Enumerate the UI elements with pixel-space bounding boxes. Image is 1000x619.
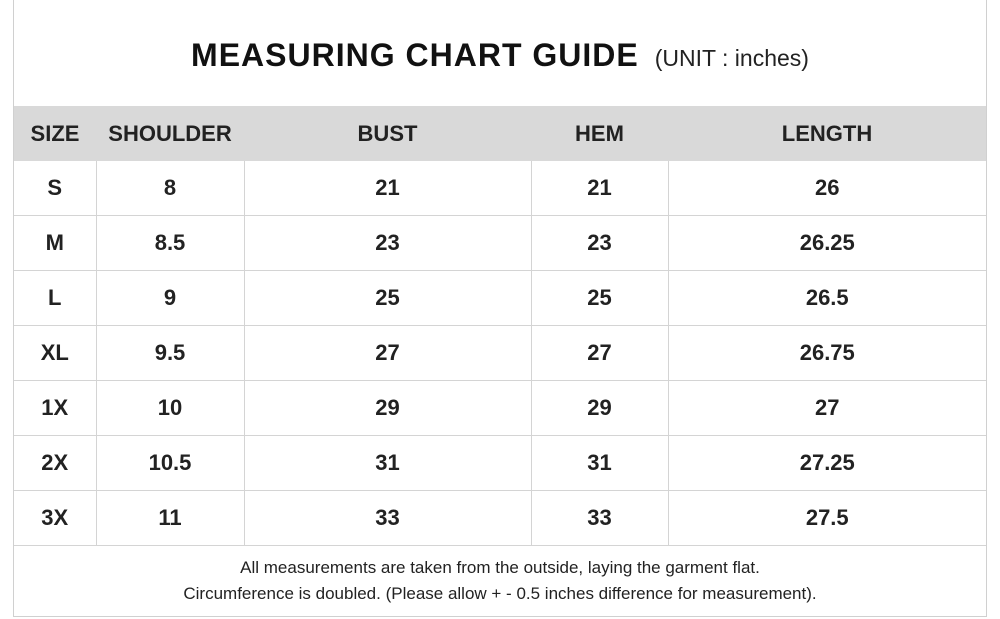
table-row: [14, 326, 986, 381]
cell-length: 27: [668, 381, 986, 436]
chart-title: MEASURING CHART GUIDE: [191, 37, 639, 73]
table-row: [14, 216, 986, 271]
table-row: [14, 491, 986, 546]
cell-size: XL: [14, 326, 96, 381]
measurement-notes: [0, 555, 1000, 607]
cell-bust: 29: [244, 381, 531, 436]
cell-length: 26.5: [668, 271, 986, 326]
header-bust: BUST: [244, 106, 531, 161]
cell-bust: 31: [244, 436, 531, 491]
measurement-table: [14, 106, 986, 546]
cell-size: 2X: [14, 436, 96, 491]
cell-hem: 21: [531, 161, 668, 216]
cell-hem: 33: [531, 491, 668, 546]
cell-shoulder: 9.5: [96, 326, 244, 381]
cell-bust: 23: [244, 216, 531, 271]
cell-size: L: [14, 271, 96, 326]
cell-hem: 29: [531, 381, 668, 436]
cell-length: 26.25: [668, 216, 986, 271]
header-size: SIZE: [14, 106, 96, 161]
table-row: [14, 271, 986, 326]
header-shoulder: SHOULDER: [96, 106, 244, 161]
cell-shoulder: 8.5: [96, 216, 244, 271]
table-row: [14, 161, 986, 216]
cell-size: S: [14, 161, 96, 216]
cell-length: 26.75: [668, 326, 986, 381]
note-line-2: Circumference is doubled. (Please allow + - 0.5 inches difference for measurement).: [183, 584, 817, 603]
header-length: LENGTH: [668, 106, 986, 161]
cell-length: 27.25: [668, 436, 986, 491]
cell-bust: 27: [244, 326, 531, 381]
cell-shoulder: 9: [96, 271, 244, 326]
cell-hem: 25: [531, 271, 668, 326]
cell-bust: 25: [244, 271, 531, 326]
unit-label: (UNIT : inches): [654, 44, 809, 71]
table-row: [14, 436, 986, 491]
table-header-row: [14, 106, 986, 161]
cell-shoulder: 8: [96, 161, 244, 216]
cell-bust: 33: [244, 491, 531, 546]
header-hem: HEM: [531, 106, 668, 161]
cell-size: 1X: [14, 381, 96, 436]
cell-size: M: [14, 216, 96, 271]
cell-bust: 21: [244, 161, 531, 216]
cell-shoulder: 11: [96, 491, 244, 546]
title-row: [0, 0, 1000, 106]
cell-shoulder: 10.5: [96, 436, 244, 491]
cell-length: 27.5: [668, 491, 986, 546]
note-line-1: All measurements are taken from the outside, laying the garment flat.: [240, 558, 760, 577]
table-row: [14, 381, 986, 436]
cell-hem: 23: [531, 216, 668, 271]
cell-size: 3X: [14, 491, 96, 546]
cell-shoulder: 10: [96, 381, 244, 436]
cell-hem: 31: [531, 436, 668, 491]
cell-hem: 27: [531, 326, 668, 381]
cell-length: 26: [668, 161, 986, 216]
